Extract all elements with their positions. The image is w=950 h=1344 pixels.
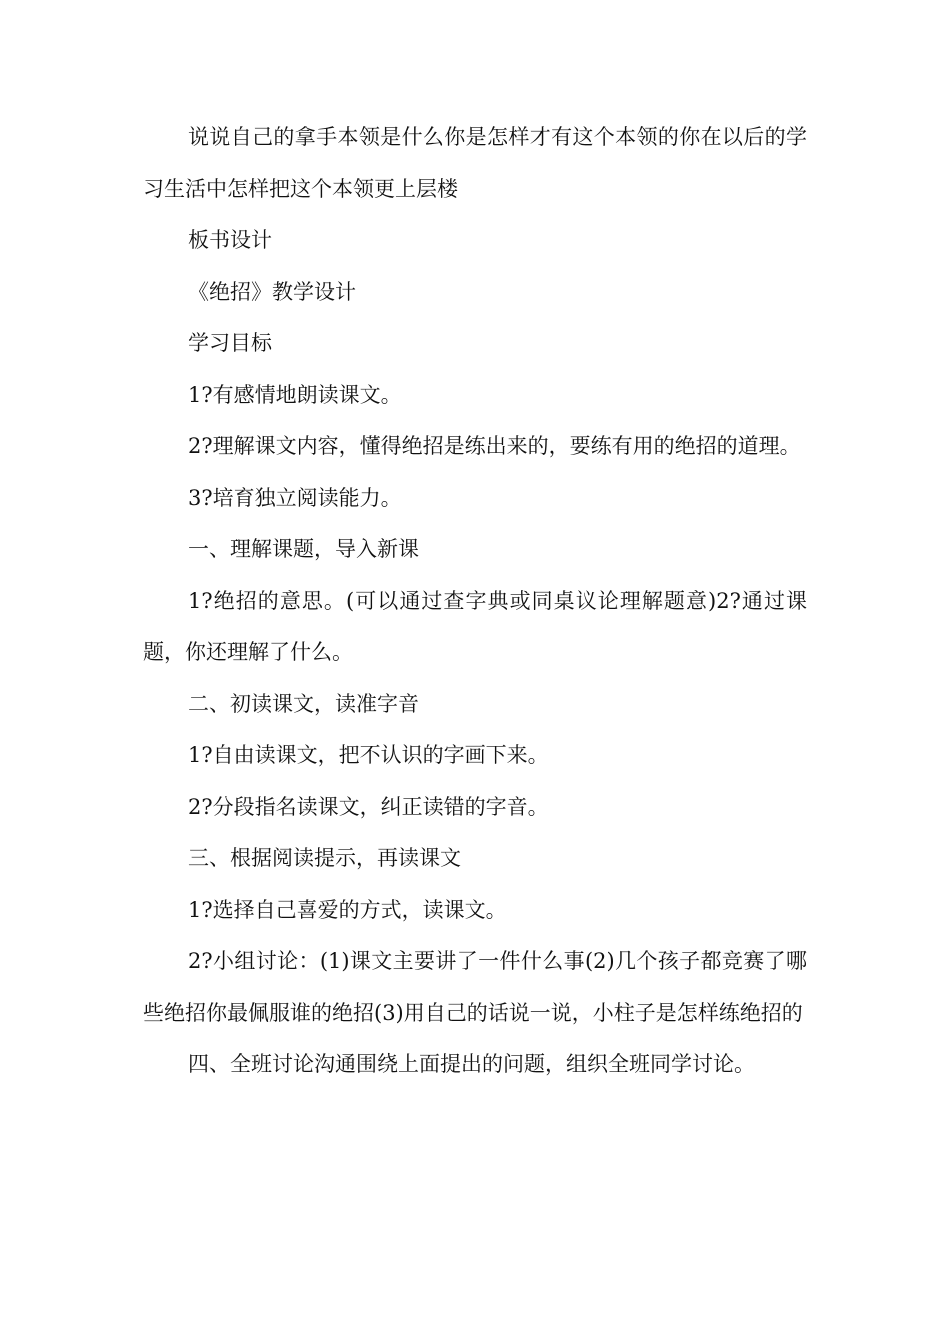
- paragraph-lesson-title: 《绝招》教学设计: [188, 279, 356, 304]
- document-body: [143, 112, 807, 1091]
- paragraph-section-2-heading: 二、初读课文，读准字音: [188, 691, 419, 716]
- paragraph-section-2-item-1: 1?自由读课文，把不认识的字画下来。: [188, 743, 549, 767]
- paragraph-section-4: 四、全班讨论沟通围绕上面提出的问题，组织全班同学讨论。: [188, 1052, 755, 1076]
- paragraph-learning-goals-heading: 学习目标: [188, 331, 272, 355]
- paragraph-intro-question: 说说自己的拿手本领是什么你是怎样才有这个本领的你在以后的学习生活中怎样把这个本领更上层楼: [143, 125, 807, 201]
- paragraph-goal-2: 2?理解课文内容，懂得绝招是练出来的，要练有用的绝招的道理。: [188, 434, 801, 458]
- paragraph-board-design: 板书设计: [188, 228, 272, 252]
- paragraph-section-3-item-1: 1?选择自己喜爱的方式，读课文。: [188, 897, 507, 922]
- paragraph-goal-3: 3?培育独立阅读能力。: [188, 485, 402, 510]
- paragraph-section-1-heading: 一、理解课题，导入新课: [188, 537, 419, 561]
- paragraph-section-2-item-2: 2?分段指名读课文，纠正读错的字音。: [188, 794, 549, 819]
- paragraph-section-3-item-2: 2?小组讨论：(1)课文主要讲了一件什么事(2)几个孩子都竞赛了哪些绝招你最佩服谁的绝招(3)用自己的话说一说，小柱子是怎样练绝招的: [143, 949, 807, 1025]
- paragraph-goal-1: 1?有感情地朗读课文。: [188, 382, 402, 407]
- paragraph-section-3-heading: 三、根据阅读提示，再读课文: [188, 846, 461, 870]
- paragraph-section-1-item: 1?绝招的意思。(可以通过查字典或同桌议论理解题意)2?通过课题，你还理解了什么。: [143, 588, 807, 664]
